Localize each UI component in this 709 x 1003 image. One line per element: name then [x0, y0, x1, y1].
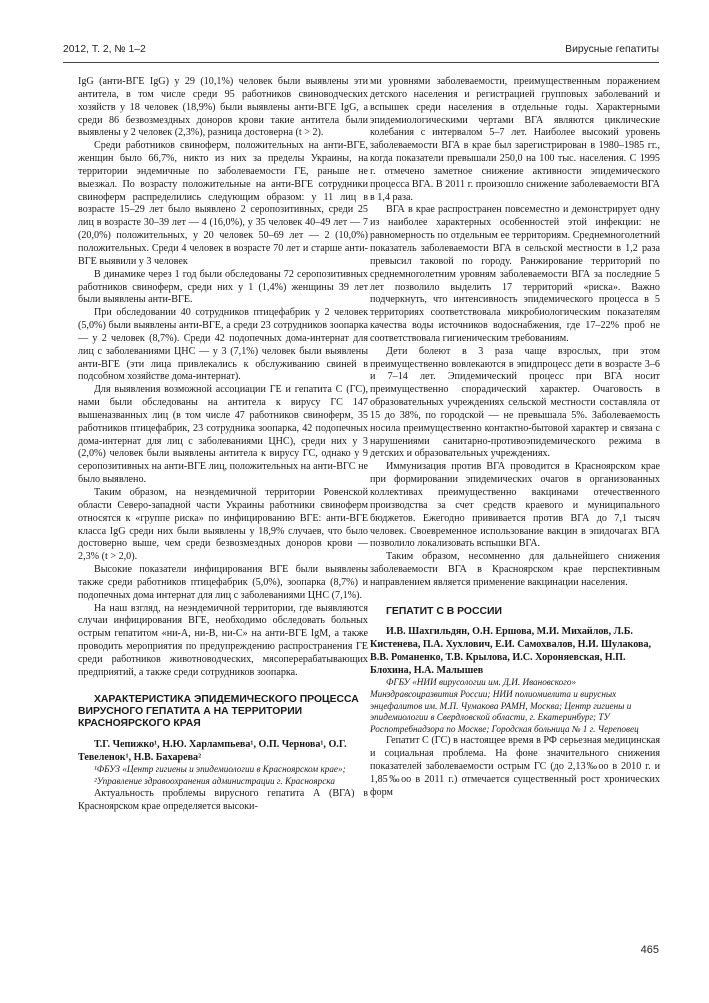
body-paragraph: Гепатит С (ГС) в настоящее время в РФ серьезная медицинская и социальная проблема. На фоне значительного снижения показателей заболеваемости острым ГС (до 2,13‰оо в 2010 г. и 1,85‰оо в 2011 г.) отмечается существенный рост хронических форм: [370, 735, 660, 798]
article-title: ГЕПАТИТ С В РОССИИ: [386, 605, 502, 617]
right-column: [370, 76, 660, 800]
running-header: [63, 44, 659, 60]
body-paragraph: В динамике через 1 год были обследованы 72 серопозитивных работников свиноферм, среди них у 1 (1,4%) женщины 39 лет были выявлены анти-ВГЕ.: [78, 268, 368, 306]
page-number: 465: [640, 944, 659, 956]
article-authors: Т.Г. Чепижко¹, Н.Ю. Харлампьева¹, О.П. Чернова¹, О.Г. Тевеленок¹, Н.В. Бахарева²: [78, 738, 347, 763]
body-paragraph: Дети болеют в 3 раза чаще взрослых, при этом преимущественно вовлекаются в эпидпроцесс дети в возрасте 3–6 и 7–14 лет. Эпидемический процесс при ВГА носит преимущественно спорадический характер. Очаговость в образовательных учреждениях сельской местности составляла от 15 до 38%, по городской — не превышала 5%. Заболеваемость носила преимущественно контактно-бытовой характер и связана с нарушениями санитарно-противоэпидемического режима в детских и образовательных учреждениях.: [370, 345, 660, 460]
body-paragraph: При обследовании 40 сотрудников птицефабрик у 2 человек (5,0%) были выявлены анти-ВГЕ, а среди 23 сотрудников зоопарка — у 2 человек (8,7%). Среди 42 подопечных дома-интернат для лиц с заболеваниями ЦНС — у 3 (7,1%) человек были выявлены анти-ВГЕ (эти лица привлекались к обслуживанию свиней в подсобном хозяйстве дома-интернат).: [78, 307, 368, 383]
body-paragraph: Таким образом, на неэндемичной территории Ровенской области Северо-западной части Украины работники свиноферм относятся к «группе риска» по инфицированию ВГЕ: анти-ВГЕ класса IgG среди них были выявлены у 18,9% случаев, что было достоверно выше, чем среди безвозмездных доноров крови — 2,3% (t > 2,0).: [78, 487, 368, 563]
body-paragraph: IgG (анти-ВГЕ IgG) у 29 (10,1%) человек были выявлены эти антитела, в том числе среди 95 работников свиноводческих хозяйств у 18 человек (18,9%) были выявлены анти-ВГЕ IgG, а среди 86 безвозмездных доноров крови такие антитела были выявлены у 2 человек (2,3%), разница достоверна (t > 2).: [78, 76, 368, 139]
body-paragraph: Высокие показатели инфицирования ВГЕ были выявлены также среди работников птицефабрик (5,0%), зоопарка (8,7%) и подопечных дома интернат для лиц с заболеваниями ЦНС (7,1%).: [78, 564, 368, 601]
body-paragraph: На наш взгляд, на неэндемичной территории, где выявляются случаи инфицирования ВГЕ, необходимо обследовать больных острым гепатитом «ни-А, ни-В, ни-С» на анти-ВГЕ IgM, а также проводить мероприятия по предупреждению распространения ГЕ среди работников животноводческих, мясоперерабатывающих предприятий, а также среди сотрудников зоопарка.: [78, 602, 368, 678]
body-paragraph: Иммунизация против ВГА проводится в Красноярском крае при формировании эпидемических очагов в организованных коллективах преимущественно вакцинами отечественного производства за счет средств краевого и муниципального бюджетов. Ежегодно прививается против ВГА до 7,1 тысяч человек. Своевременное использование вакцин в эпидочагах ВГА позволило локализовать вспышки ВГА.: [370, 461, 660, 550]
body-paragraph: Для выявления возможной ассоциации ГЕ и гепатита С (ГС), нами были обследованы на антитела к вирусу ГС 147 вышеназванных лиц (в том числе 47 работников свиноферм, 35 работников птицефабрик, 23 сотрудника зоопарка, 42 подопечных дома-интернат для лиц с заболеваниями ЦНС), среди них у 3 (2,0%) человек были выявлены антитела к вирусу ГС, однако у 9 серопозитивных на анти-ВГЕ лиц, положительных на анти-ВГС не было выявлено.: [78, 384, 368, 486]
header-rule: [63, 62, 659, 63]
body-paragraph: ВГА в крае распространен повсеместно и демонстрирует одну из наиболее характерных особенностей этой инфекции: не равномерность по отдельным ее территориям. Среднемноголетний показатель заболеваемости ВГА в сельской местности в 1,2 раза превысил таковой по городу. Ранжирование территорий по среднемноголетним уровням заболеваемости ВГА за последние 5 лет позволило выделить 17 территорий «риска». Важно подчеркнуть, что интенсивность эпидемического процесса в 5 территориях соответствовала микробиологическим показателям качества воды источников водоснабжения, где 17–22% проб не соответствовала гигиеническим требованиям.: [370, 204, 660, 344]
body-paragraph: Актуальность проблемы вирусного гепатита А (ВГА) в Красноярском крае определяется высоки-: [78, 787, 368, 812]
left-column: [78, 76, 368, 813]
article-authors: И.В. Шахгильдян, О.Н. Ершова, М.И. Михайлов, Л.Б. Кистенева, П.А. Хухлович, Е.И. Самохвалов, Н.И. Шулакова, В.В. Романенко, Т.В. Крылова, И.С. Хороняевская, Н.П. Блохина, Н.А. Малышев: [370, 626, 652, 676]
affiliation: ФГБУ «НИИ вирусологии им. Д.И. Ивановского» Минздравсоцразвития России; НИИ полиомиелита и вирусных энцефалитов им. М.П. Чумакова РАМН, Москва; Центр гигиены и эпидемиологии в Свердловской области, г. Екатеринбург; ТУ Роспотребнадзора по Москве; Городская больница № 1 г. Череповец: [370, 677, 639, 734]
body-paragraph: Таким образом, несомненно для дальнейшего снижения заболеваемости ВГА в Красноярском крае перспективным направлением является применение вакцинации населения.: [370, 551, 660, 588]
body-paragraph: Среди работников свиноферм, положительных на анти-ВГЕ, женщин было 66,7%, никто из них за пределы Украины, на территории эндемичные по заболеваемости ГЕ, раньше не выезжал. По возрасту положительные на анти-ВГЕ сотрудники свиноферм распределились следующим образом: у 11 лиц в возрасте 15–29 лет было выявлено 2 серопозитивных, среди 25 лиц в возрасте 30–39 лет — 4 (16,0%), у 35 человек 40–49 лет — 7 (20,0%) положительных, у 20 человек 50–69 лет — 2 (10,0%) положительных. Среди 4 человек в возрасте 70 лет и старше анти-ВГЕ выявили у 3 человек: [78, 140, 368, 267]
affiliation: ²Управление здравоохранения администрации г. Красноярска: [94, 776, 335, 787]
section-title: Вирусные гепатиты: [565, 44, 659, 55]
affiliation: ¹ФБУЗ «Центр гигиены и эпидемиологии в Красноярском крае»;: [94, 764, 346, 775]
journal-issue: 2012, Т. 2, № 1–2: [63, 44, 146, 55]
body-paragraph: ми уровнями заболеваемости, преимущественным поражением детского населения и регистрацией групповых заболеваний и вспышек среди населения в отдельные годы. Характерными эпидемиологическими чертами ВГА являются циклические колебания с интервалом 5–7 лет. Наиболее высокий уровень заболеваемости ВГА в крае был зарегистрирован в 1980–1985 гг., когда показатели превышали 250,0 на 100 тыс. населения. С 1995 г. отмечено заметное снижение активности эпидемического процесса ВГА. В 2011 г. произошло снижение заболеваемости ВГА в 1,4 раза.: [370, 76, 660, 203]
article-title: ХАРАКТЕРИСТИКА ЭПИДЕМИЧЕСКОГО ПРОЦЕССА ВИРУСНОГО ГЕПАТИТА А НА ТЕРРИТОРИИ КРАСНОЯРСКОГО КРАЯ: [78, 693, 359, 730]
